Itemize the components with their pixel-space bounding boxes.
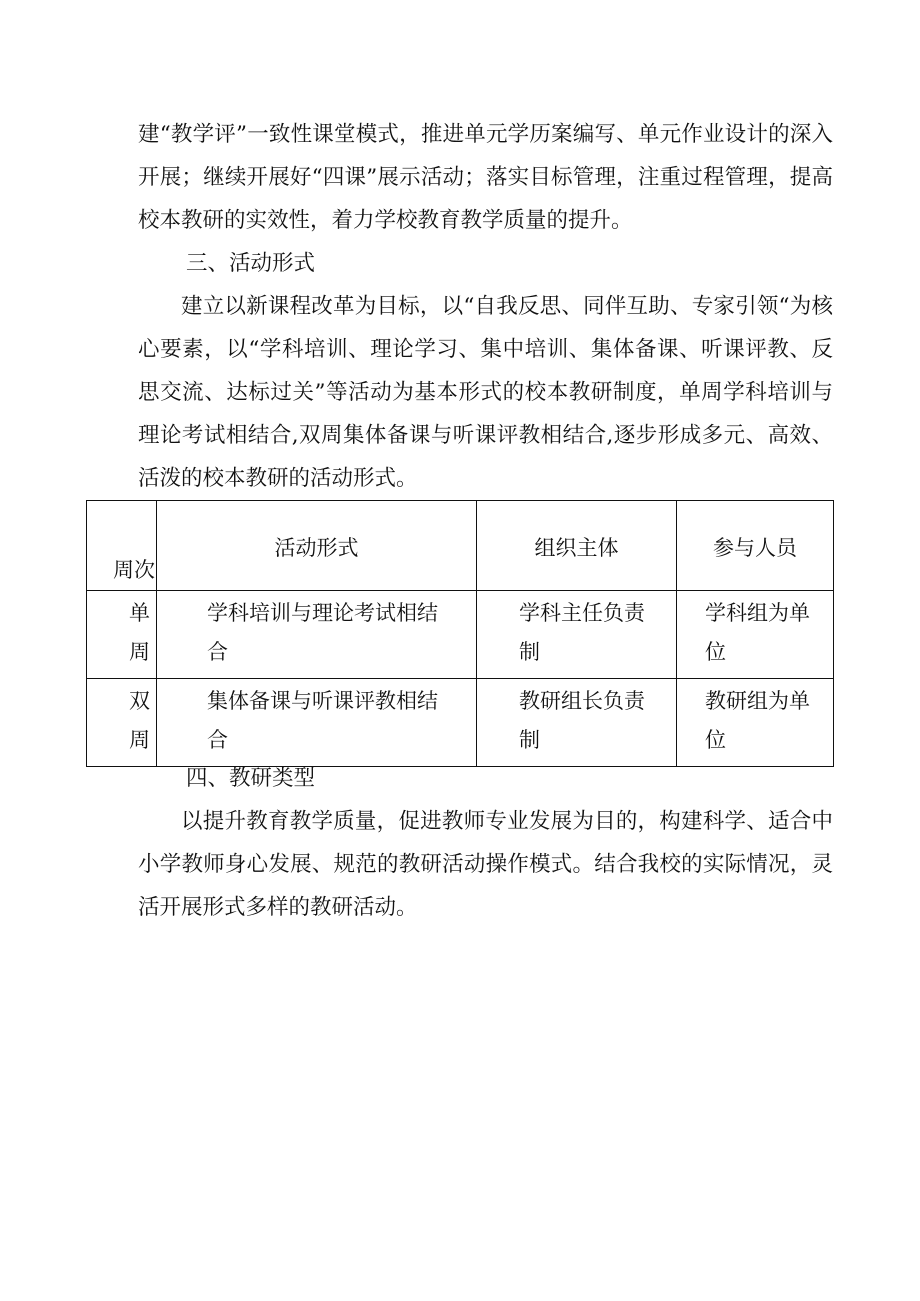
participants-text: 学科组为单位 bbox=[705, 601, 810, 664]
table-header-row bbox=[87, 501, 834, 591]
header-organizer-cell bbox=[477, 501, 677, 591]
header-participants-label: 参与人员 bbox=[713, 536, 797, 560]
week-label-line1: 双 bbox=[129, 689, 150, 713]
organizer-cell bbox=[477, 591, 677, 679]
section-four-paragraph: 以提升教育教学质量，促进教师专业发展为目的，构建科学、适合中小学教师身心发展、规范的教研活动操作模式。结合我校的实际情况，灵活开展形式多样的教研活动。 bbox=[138, 809, 833, 920]
participants-cell bbox=[677, 679, 834, 767]
table-row bbox=[87, 679, 834, 767]
activity-schedule-table bbox=[86, 500, 834, 767]
header-organizer-label: 组织主体 bbox=[534, 536, 619, 560]
week-cell bbox=[87, 679, 157, 767]
organizer-text: 教研组长负责制 bbox=[519, 689, 645, 752]
header-participants-cell bbox=[677, 501, 834, 591]
week-label-line2: 周 bbox=[129, 640, 150, 664]
organizer-text: 学科主任负责制 bbox=[519, 601, 645, 664]
section-three-heading: 三、活动形式 bbox=[186, 251, 316, 276]
section-four-heading: 四、教研类型 bbox=[186, 766, 316, 791]
week-label-line1: 单 bbox=[129, 601, 150, 625]
organizer-cell bbox=[477, 679, 677, 767]
lower-text-block bbox=[138, 757, 833, 929]
week-cell bbox=[87, 591, 157, 679]
upper-text-block bbox=[138, 113, 833, 500]
form-cell bbox=[157, 591, 477, 679]
form-text: 学科培训与理论考试相结合 bbox=[207, 601, 438, 664]
header-form-label: 活动形式 bbox=[274, 536, 359, 560]
week-label-line2: 周 bbox=[129, 728, 150, 752]
participants-text: 教研组为单位 bbox=[705, 689, 810, 752]
header-week-label: 周次 bbox=[113, 558, 155, 582]
header-week-cell bbox=[87, 501, 157, 591]
form-text: 集体备课与听课评教相结合 bbox=[207, 689, 438, 752]
intro-paragraph: 建“教学评”一致性课堂模式，推进单元学历案编写、单元作业设计的深入开展；继续开展好“四课”展示活动；落实目标管理，注重过程管理，提高校本教研的实效性，着力学校教育教学质量的提升。 bbox=[138, 122, 833, 233]
participants-cell bbox=[677, 591, 834, 679]
header-form-cell bbox=[157, 501, 477, 591]
form-cell bbox=[157, 679, 477, 767]
table-row bbox=[87, 591, 834, 679]
section-three-paragraph: 建立以新课程改革为目标，以“自我反思、同伴互助、专家引领“为核心要素，以“学科培训、理论学习、集中培训、集体备课、听课评教、反思交流、达标过关”等活动为基本形式的校本教研制度，单周学科培训与理论考试相结合,双周集体备课与听课评教相结合,逐步形成多元、高效、活泼的校本教研的活动形式。 bbox=[138, 294, 833, 491]
